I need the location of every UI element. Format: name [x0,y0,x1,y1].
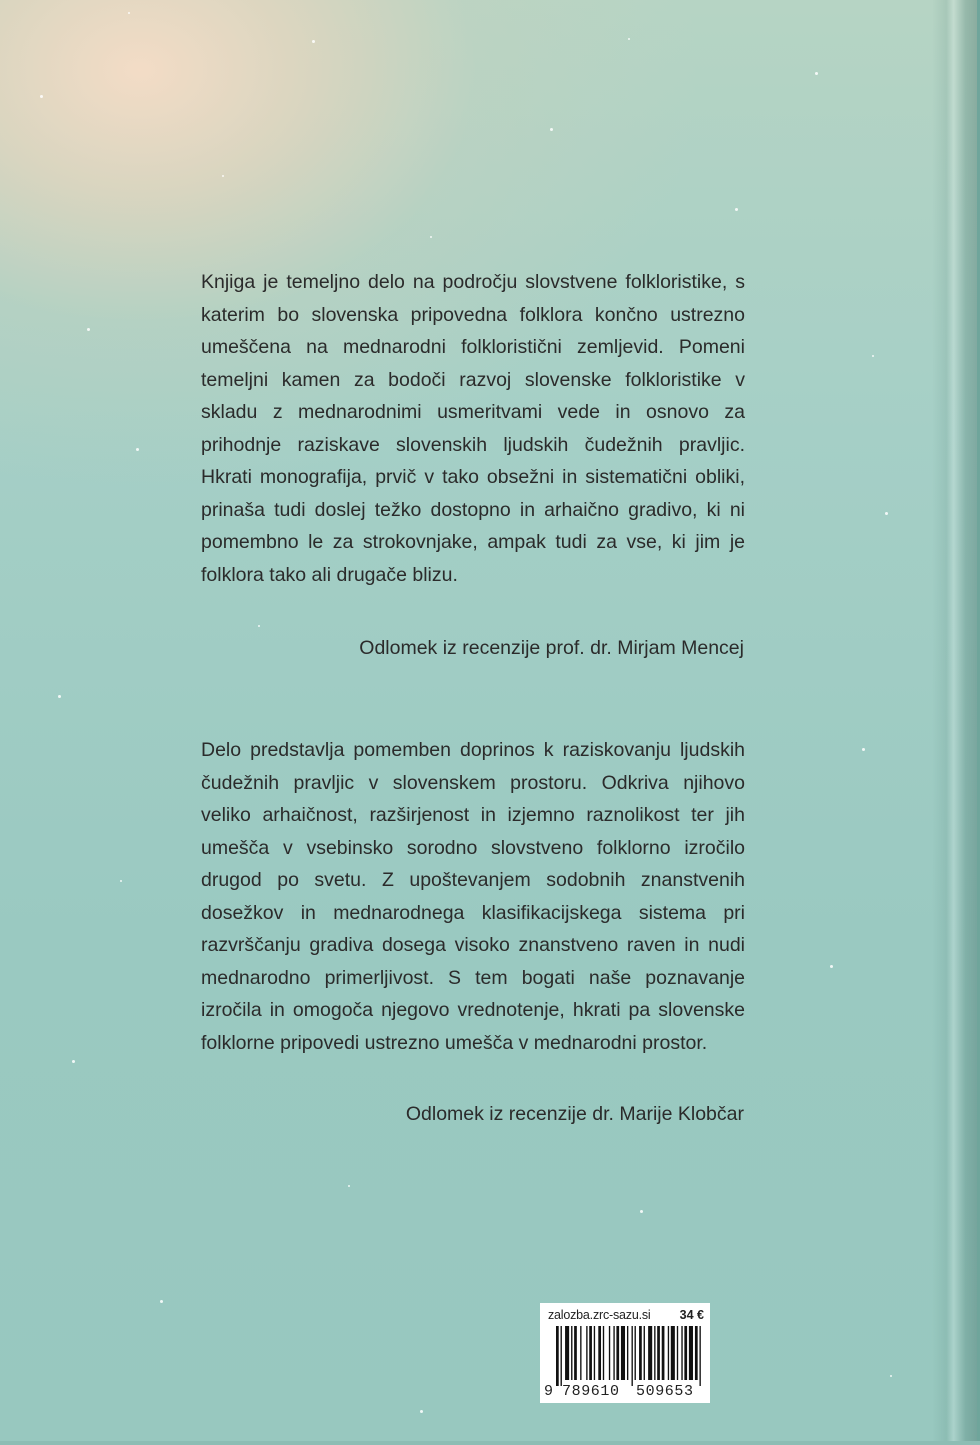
barcode-bar [635,1326,636,1380]
barcode-bar [632,1326,633,1386]
barcode-bar [644,1326,645,1380]
barcode-bar [598,1326,601,1380]
barcode-bar [589,1326,592,1380]
star-dot [160,1300,163,1303]
star-dot [258,625,260,627]
barcode-bar [574,1326,577,1380]
star-dot [348,1185,350,1187]
star-dot [128,12,130,14]
star-dot [312,40,315,43]
star-dot [58,695,61,698]
barcode-bar [681,1326,682,1380]
star-dot [735,208,738,211]
book-bottom-edge [0,1441,980,1445]
star-dot [830,965,833,968]
star-dot [890,1375,892,1377]
star-dot [885,512,888,515]
review-2-attribution: Odlomek iz recenzije dr. Marije Klobčar [405,1103,744,1125]
isbn-first-digit: 9 [544,1383,554,1400]
barcode-bar [580,1326,581,1380]
star-dot [815,72,818,75]
barcode-bar [671,1326,675,1380]
star-dot [136,448,139,451]
star-dot [120,880,122,882]
isbn-left-group: 789610 [562,1383,620,1400]
star-dot [72,1060,75,1063]
star-dot [87,328,90,331]
review-1-paragraph: Knjiga je temeljno delo na področju slovstvene folkloristike, s katerim bo slovenska pripovedna folklora končno ustrezno umeščena na mednarodni folkloristični zemljevid. Pomeni temeljni kamen za bodoči razvoj slovenske folkloristike v skladu z mednarodnimi usmeritvami vede in osnovo za prihodnje raziskave slovenskih ljudskih čudežnih pravljic. Hkrati monografija, prvič v tako obsežni in sistematični obliki, prinaša tudi doslej težko dostopno in arhaično gradivo, ki ni pomembno le za strokovnjake, ampak tudi za vse, ki jim je folklora tako ali drugače blizu. [201,271,745,586]
barcode-bar [556,1326,559,1386]
star-dot [640,1210,643,1213]
barcode-bar [627,1326,628,1380]
barcode-bar [657,1326,660,1380]
star-dot [40,95,43,98]
barcode-bar [571,1326,572,1380]
barcode-bar [603,1326,604,1380]
star-dot [628,38,630,40]
star-dot [420,1410,423,1413]
book-spine-shadow [932,0,980,1445]
barcode-bar [594,1326,595,1380]
barcode-bar [684,1326,687,1380]
price-barcode-sticker [540,1303,710,1403]
barcode-bar [586,1326,587,1380]
barcode-bar [648,1326,652,1380]
star-dot [430,236,432,238]
star-dot [862,748,865,751]
barcode-bar [621,1326,625,1380]
barcode-bar [662,1326,665,1380]
barcode-bar [609,1326,610,1380]
barcode-bar [613,1326,614,1380]
barcode-bar [668,1326,669,1380]
star-dot [222,175,224,177]
publisher-url: zalozba.zrc-sazu.si [548,1308,651,1322]
barcode-bar [561,1326,562,1386]
barcode-bar [639,1326,642,1380]
isbn-right-group: 509653 [636,1383,694,1400]
barcode-bar [695,1326,698,1380]
star-dot [550,128,553,131]
barcode-bar [689,1326,693,1380]
review-1-attribution: Odlomek iz recenzije prof. dr. Mirjam Mencej [359,637,744,659]
star-dot [872,355,874,357]
review-2-paragraph: Delo predstavlja pomemben doprinos k raziskovanju ljudskih čudežnih pravljic v slovenskem prostoru. Odkriva njihovo veliko arhaičnost, razširjenost in izjemno raznolikost ter jih umešča v vsebinsko sorodno slovstveno folklorno izročilo drugod po svetu. Z upoštevanjem sodobnih znanstvenih dosežkov in mednarodnega klasifikacijskega sistema pri razvrščanju gradiva dosega visoko znanstveno raven in nudi mednarodno primerljivost. S tem bogati naše poznavanje izročila in omogoča njegovo vrednotenje, hkrati pa slovenske folklorne pripovedi ustrezno umešča v mednarodni prostor. [201,739,745,1054]
isbn-barcode [556,1326,704,1386]
barcode-bar [677,1326,678,1380]
price-label: 34 € [679,1308,704,1322]
isbn-digits [544,1383,706,1401]
sticker-header [548,1307,704,1323]
barcode-bar [699,1326,700,1386]
barcode-bar [654,1326,655,1380]
barcode-bar [616,1326,619,1380]
barcode-bar [565,1326,569,1380]
